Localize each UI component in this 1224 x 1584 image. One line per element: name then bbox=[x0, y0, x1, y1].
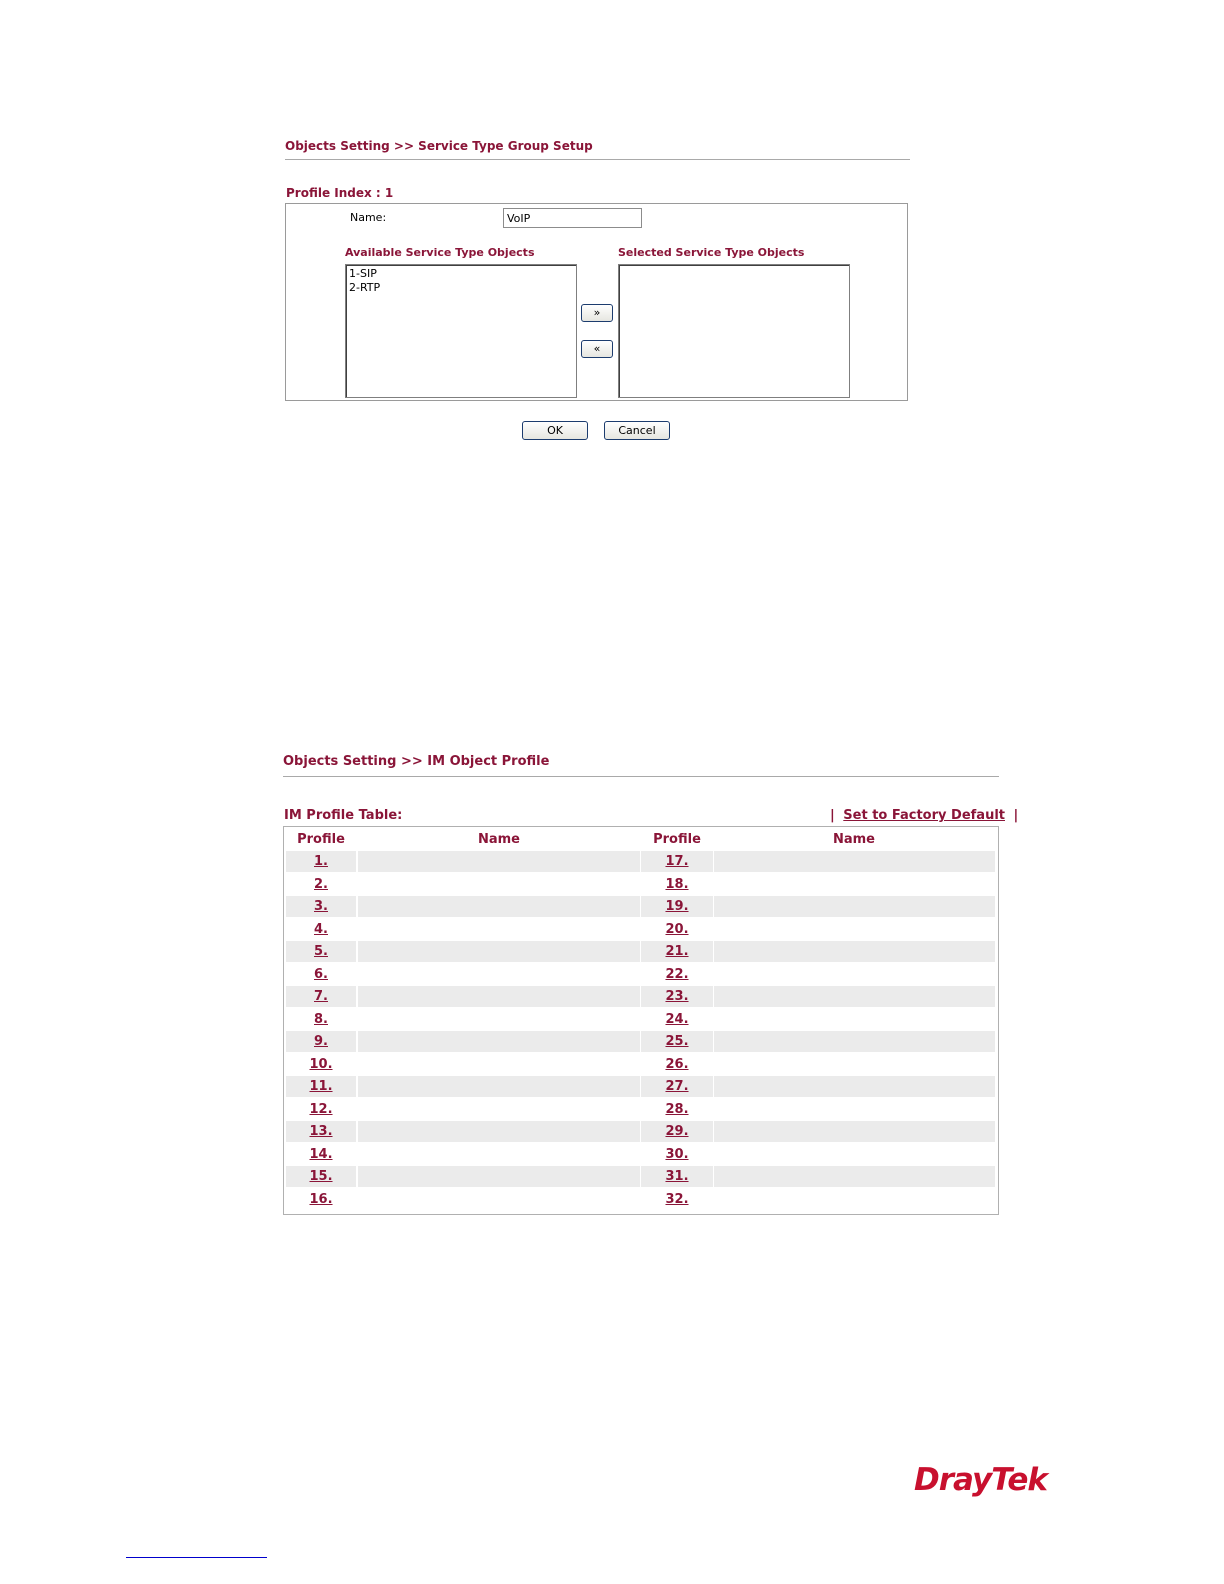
profile-number-cell[interactable] bbox=[641, 1009, 713, 1030]
profile-link[interactable]: 14. bbox=[309, 1146, 333, 1162]
profile-number-cell[interactable] bbox=[286, 1009, 356, 1030]
profile-link[interactable]: 19. bbox=[665, 899, 689, 914]
profile-number-cell[interactable] bbox=[286, 919, 356, 940]
im-profile-rows bbox=[286, 851, 995, 1211]
profile-name-cell bbox=[358, 1054, 640, 1075]
profile-name-cell bbox=[358, 986, 640, 1007]
table-row bbox=[286, 851, 995, 874]
profile-number-cell[interactable] bbox=[641, 1054, 713, 1075]
profile-name-cell bbox=[358, 1099, 640, 1120]
profile-number-cell[interactable] bbox=[641, 1099, 713, 1120]
profile-name-cell bbox=[714, 874, 995, 895]
profile-link[interactable]: 3. bbox=[314, 899, 328, 914]
profile-link[interactable]: 5. bbox=[314, 944, 328, 959]
profile-link[interactable]: 30. bbox=[665, 1146, 689, 1162]
profile-number-cell[interactable] bbox=[286, 1031, 356, 1052]
profile-link[interactable]: 15. bbox=[309, 1169, 333, 1184]
profile-name-cell bbox=[358, 1166, 640, 1187]
name-input[interactable] bbox=[503, 208, 642, 228]
profile-link[interactable]: 6. bbox=[314, 966, 328, 982]
profile-name-cell bbox=[358, 1144, 640, 1165]
table-row bbox=[286, 1121, 995, 1144]
profile-name-cell bbox=[714, 1009, 995, 1030]
profile-number-cell[interactable] bbox=[286, 1121, 356, 1142]
profile-link[interactable]: 28. bbox=[665, 1101, 689, 1117]
page-title-im-profile: Objects Setting >> IM Object Profile bbox=[283, 754, 550, 769]
profile-number-cell[interactable] bbox=[641, 874, 713, 895]
profile-link[interactable]: 12. bbox=[309, 1101, 333, 1117]
table-row bbox=[286, 941, 995, 964]
profile-number-cell[interactable] bbox=[641, 1031, 713, 1052]
profile-link[interactable]: 11. bbox=[309, 1079, 333, 1094]
profile-number-cell[interactable] bbox=[641, 919, 713, 940]
profile-name-cell bbox=[714, 1121, 995, 1142]
add-object-button[interactable]: » bbox=[581, 304, 613, 322]
profile-link[interactable]: 1. bbox=[314, 854, 328, 869]
profile-number-cell[interactable] bbox=[286, 964, 356, 985]
selected-objects-label: Selected Service Type Objects bbox=[618, 246, 805, 259]
profile-number-cell[interactable] bbox=[641, 964, 713, 985]
column-header-profile: Profile bbox=[653, 832, 701, 847]
profile-link[interactable]: 21. bbox=[665, 944, 689, 959]
profile-number-cell[interactable] bbox=[641, 851, 713, 872]
cancel-button[interactable]: Cancel bbox=[604, 421, 670, 440]
title-divider bbox=[285, 159, 910, 160]
title-divider bbox=[283, 776, 999, 777]
profile-number-cell[interactable] bbox=[641, 986, 713, 1007]
profile-number-cell[interactable] bbox=[286, 1099, 356, 1120]
profile-number-cell[interactable] bbox=[286, 1144, 356, 1165]
profile-number-cell[interactable] bbox=[286, 986, 356, 1007]
table-row bbox=[286, 1189, 995, 1212]
list-item[interactable]: 1-SIP bbox=[349, 267, 377, 280]
list-item[interactable]: 2-RTP bbox=[349, 281, 381, 294]
profile-link[interactable]: 16. bbox=[309, 1191, 333, 1207]
profile-number-cell[interactable] bbox=[286, 874, 356, 895]
table-row bbox=[286, 1009, 995, 1032]
table-row bbox=[286, 1144, 995, 1167]
profile-link[interactable]: 23. bbox=[665, 989, 689, 1004]
profile-name-cell bbox=[714, 986, 995, 1007]
selected-objects-list[interactable] bbox=[618, 264, 850, 398]
profile-number-cell[interactable] bbox=[641, 1144, 713, 1165]
remove-object-button[interactable]: « bbox=[581, 340, 613, 358]
profile-link[interactable]: 4. bbox=[314, 921, 328, 937]
column-header-name: Name bbox=[477, 832, 520, 847]
profile-number-cell[interactable] bbox=[641, 1076, 713, 1097]
profile-number-cell[interactable] bbox=[286, 1054, 356, 1075]
profile-name-cell bbox=[358, 919, 640, 940]
profile-number-cell[interactable] bbox=[286, 1166, 356, 1187]
available-objects-list[interactable] bbox=[345, 264, 577, 398]
profile-link[interactable]: 2. bbox=[314, 876, 328, 892]
table-row bbox=[286, 919, 995, 942]
name-label: Name: bbox=[350, 211, 387, 224]
profile-name-cell bbox=[714, 1099, 995, 1120]
profile-link[interactable]: 20. bbox=[665, 921, 689, 937]
column-header-profile: Profile bbox=[297, 832, 345, 847]
profile-name-cell bbox=[714, 1031, 995, 1052]
profile-link[interactable]: 29. bbox=[665, 1124, 689, 1139]
profile-index-label: Profile Index : 1 bbox=[286, 186, 394, 200]
profile-link[interactable]: 17. bbox=[665, 854, 689, 869]
profile-name-cell bbox=[714, 1076, 995, 1097]
profile-number-cell[interactable] bbox=[641, 896, 713, 917]
table-row bbox=[286, 964, 995, 987]
separator: | bbox=[1013, 808, 1019, 823]
draytek-logo: DrayTek bbox=[914, 1462, 1047, 1498]
profile-number-cell[interactable] bbox=[641, 1189, 713, 1210]
profile-name-cell bbox=[714, 1166, 995, 1187]
table-row bbox=[286, 874, 995, 897]
profile-name-cell bbox=[714, 964, 995, 985]
im-profile-table-label: IM Profile Table: bbox=[284, 808, 403, 823]
profile-link[interactable]: 13. bbox=[309, 1124, 333, 1139]
profile-name-cell bbox=[714, 851, 995, 872]
profile-name-cell bbox=[714, 941, 995, 962]
separator: | bbox=[830, 808, 835, 823]
footer-divider bbox=[126, 1557, 267, 1558]
profile-name-cell bbox=[358, 964, 640, 985]
profile-number-cell[interactable] bbox=[286, 1076, 356, 1097]
profile-number-cell[interactable] bbox=[286, 896, 356, 917]
set-to-factory-default-link[interactable]: Set to Factory Default bbox=[843, 808, 1005, 823]
profile-link[interactable]: 25. bbox=[665, 1034, 689, 1049]
profile-name-cell bbox=[358, 874, 640, 895]
profile-link[interactable]: 10. bbox=[309, 1056, 333, 1072]
profile-name-cell bbox=[714, 919, 995, 940]
profile-link[interactable]: 27. bbox=[665, 1079, 689, 1094]
available-objects-label: Available Service Type Objects bbox=[345, 246, 535, 259]
profile-name-cell bbox=[714, 1189, 995, 1210]
profile-name-cell bbox=[358, 1121, 640, 1142]
table-row bbox=[286, 1076, 995, 1099]
profile-name-cell bbox=[358, 1189, 640, 1210]
profile-number-cell[interactable] bbox=[641, 1121, 713, 1142]
table-row bbox=[286, 1054, 995, 1077]
profile-name-cell bbox=[714, 1054, 995, 1075]
profile-name-cell bbox=[358, 851, 640, 872]
profile-name-cell bbox=[358, 896, 640, 917]
profile-name-cell bbox=[358, 1076, 640, 1097]
table-row bbox=[286, 896, 995, 919]
profile-number-cell[interactable] bbox=[286, 1189, 356, 1210]
profile-number-cell[interactable] bbox=[286, 851, 356, 872]
page-title-service-group: Objects Setting >> Service Type Group Setup bbox=[285, 139, 593, 153]
column-header-name: Name bbox=[832, 832, 875, 847]
profile-link[interactable]: 26. bbox=[665, 1056, 689, 1072]
profile-link[interactable]: 31. bbox=[665, 1169, 689, 1184]
profile-name-cell bbox=[358, 941, 640, 962]
table-row bbox=[286, 1166, 995, 1189]
factory-default-bar bbox=[826, 808, 1022, 823]
profile-link[interactable]: 9. bbox=[314, 1034, 328, 1049]
profile-link[interactable]: 7. bbox=[314, 989, 328, 1004]
profile-link[interactable]: 8. bbox=[314, 1011, 328, 1027]
profile-link[interactable]: 22. bbox=[665, 966, 689, 982]
profile-link[interactable]: 18. bbox=[665, 876, 689, 892]
profile-name-cell bbox=[358, 1031, 640, 1052]
profile-name-cell bbox=[714, 896, 995, 917]
profile-number-cell[interactable] bbox=[286, 941, 356, 962]
profile-name-cell bbox=[714, 1144, 995, 1165]
profile-number-cell[interactable] bbox=[641, 1166, 713, 1187]
profile-link[interactable]: 24. bbox=[665, 1011, 689, 1027]
profile-number-cell[interactable] bbox=[641, 941, 713, 962]
table-row bbox=[286, 986, 995, 1009]
profile-name-cell bbox=[358, 1009, 640, 1030]
table-row bbox=[286, 1031, 995, 1054]
ok-button[interactable]: OK bbox=[522, 421, 588, 440]
table-row bbox=[286, 1099, 995, 1122]
profile-link[interactable]: 32. bbox=[665, 1191, 689, 1207]
